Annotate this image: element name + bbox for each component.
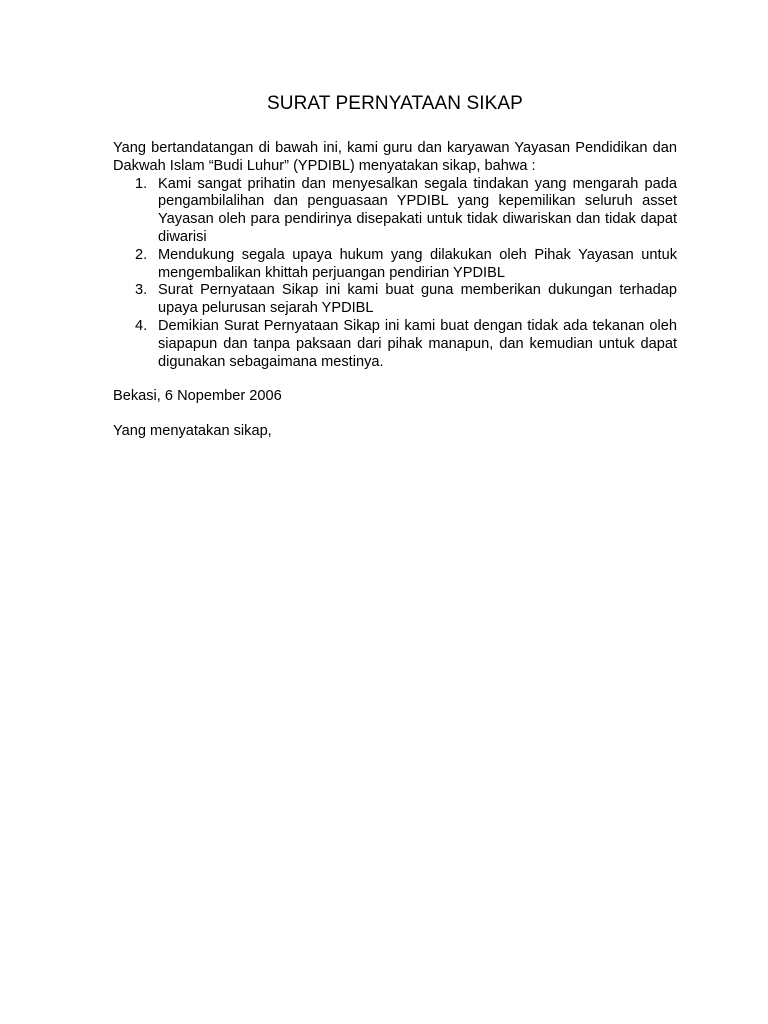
document-body <box>113 140 677 441</box>
list-item-number: 1. <box>135 175 148 192</box>
statement-list <box>113 176 677 372</box>
list-item-text: Demikian Surat Pernyataan Sikap ini kami buat dengan tidak ada tekanan oleh siapapun dan tanpa paksaan dari pihak manapun, dan kemudian untuk dapat digunakan sebagaimana mestinya. <box>158 317 677 370</box>
list-item <box>113 176 677 247</box>
list-item-text: Kami sangat prihatin dan menyesalkan segala tindakan yang mengarah pada pengambilalihan dan penguasaan YPDIBL yang kepemilikan seluruh asset Yayasan oleh para pendirinya disepakati untuk tidak diwariskan dan tidak dapat diwarisi <box>158 175 677 245</box>
list-item-number: 4. <box>135 317 148 334</box>
list-item-text: Surat Pernyataan Sikap ini kami buat guna memberikan dukungan terhadap upaya pelurusan sejarah YPDIBL <box>158 282 677 317</box>
list-item <box>113 247 677 283</box>
list-item <box>113 318 677 371</box>
list-item-text: Mendukung segala upaya hukum yang dilakukan oleh Pihak Yayasan untuk mengembalikan khittah perjuangan pendirian YPDIBL <box>158 246 677 281</box>
intro-paragraph: Yang bertandatangan di bawah ini, kami guru dan karyawan Yayasan Pendidikan dan Dakwah Islam “Budi Luhur” (YPDIBL) menyatakan sikap, bahwa : <box>113 140 677 174</box>
closing-line: Yang menyatakan sikap, <box>113 423 272 440</box>
date-line: Bekasi, 6 Nopember 2006 <box>113 388 282 405</box>
list-item-number: 3. <box>135 282 148 299</box>
document-title: SURAT PERNYATAAN SIKAP <box>267 93 523 114</box>
list-item-number: 2. <box>135 246 148 263</box>
list-item <box>113 282 677 318</box>
